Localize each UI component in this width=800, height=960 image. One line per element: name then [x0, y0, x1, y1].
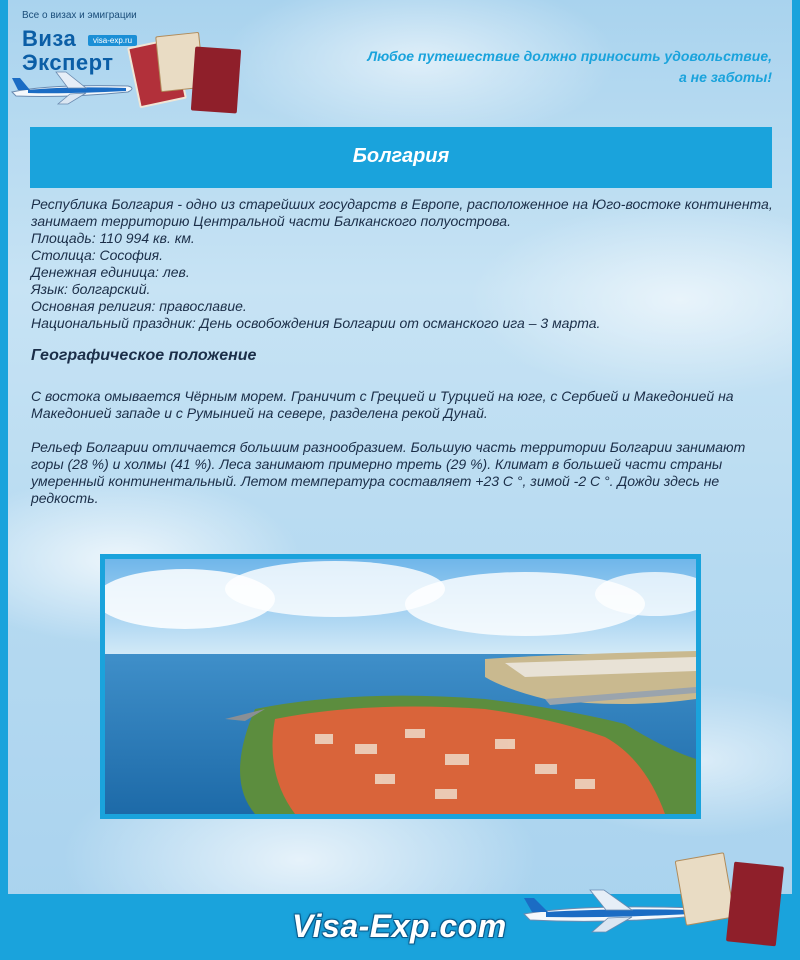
- title-bar: [30, 127, 772, 188]
- coastal-town-photo-icon: [105, 559, 696, 814]
- footer-passport-icon: [675, 852, 736, 926]
- relief-paragraph: Рельеф Болгарии отличается большим разнообразием. Большую часть территории Болгарии занимают горы (28 %) и холмы (41 %). Леса занимают примерно треть (29 %). Климат в большей части страны умеренный континентальный. Летом температура составляет +23 С °, зимой -2 С °. Дожди здесь не редкость.: [31, 439, 746, 506]
- intro-area: Площадь: 110 994 кв. км.: [31, 230, 195, 246]
- photo-frame: [100, 554, 701, 819]
- footer-bar: [0, 894, 800, 960]
- slogan-line-1: Любое путешествие должно приносить удовольствие,: [367, 48, 772, 64]
- intro-holiday: Национальный праздник: День освобождения Болгарии от османского ига – 3 марта.: [31, 315, 601, 331]
- right-frame-border: [792, 0, 800, 960]
- passport-book-icon: [191, 46, 241, 113]
- header-slogan: [367, 46, 772, 88]
- article-content: [31, 196, 776, 507]
- footer-passport-book-icon: [726, 862, 784, 947]
- logo-tagline: Все о визах и эмиграции: [22, 10, 137, 21]
- intro-currency: Денежная единица: лев.: [31, 264, 190, 280]
- logo-word-expert: Эксперт: [22, 50, 114, 75]
- spacer: [31, 366, 776, 388]
- logo-word-visa: Виза: [22, 26, 77, 51]
- intro-capital: Столица: Сософия.: [31, 247, 164, 263]
- left-frame-border: [0, 0, 8, 960]
- spacer: [31, 422, 776, 439]
- geography-paragraph: С востока омывается Чёрным морем. Граничит с Грецией и Турцией на юге, с Сербией и Македонией на Македонией западе и с Румынией на севере, разделена рекой Дунай.: [31, 388, 734, 421]
- intro-religion: Основная религия: православие.: [31, 298, 247, 314]
- airplane-icon: [8, 66, 138, 106]
- site-logo[interactable]: [8, 4, 248, 119]
- section-heading: Географическое положение: [31, 347, 257, 364]
- footer-logo[interactable]: Visa-Exp.com: [292, 908, 507, 944]
- slogan-line-2: а не заботы!: [678, 69, 772, 85]
- logo-url-badge: visa-exp.ru: [88, 35, 137, 46]
- page-title: Болгария: [352, 145, 450, 167]
- intro-paragraph: Республика Болгария - одно из старейших государств в Европе, расположенное на Юго-востоке континента, занимает территорию Центральной части Балканского полуострова.: [31, 196, 773, 229]
- intro-language: Язык: болгарский.: [31, 281, 151, 297]
